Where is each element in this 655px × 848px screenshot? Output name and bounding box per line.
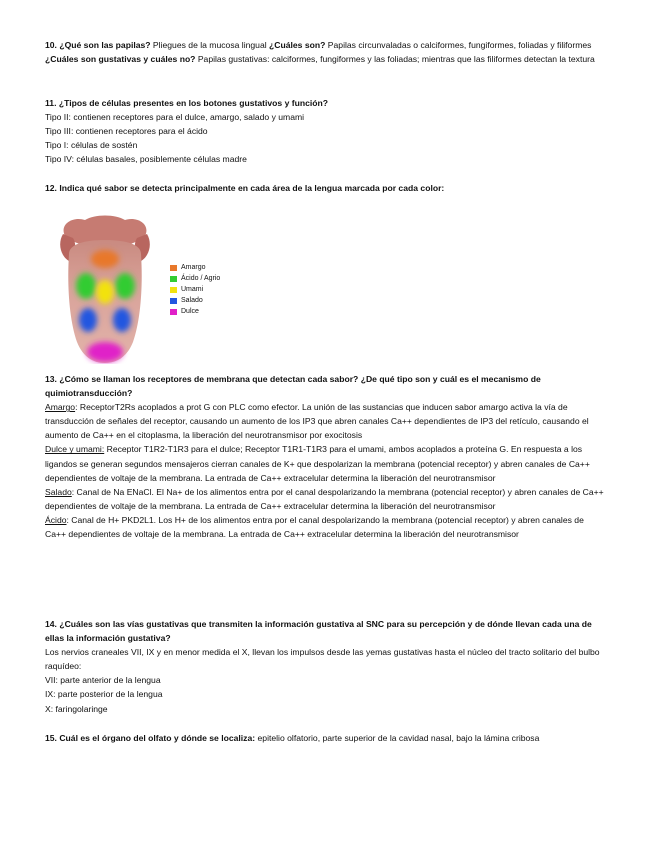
q13-dulce-paragraph <box>45 442 605 484</box>
taste-zone-umami-spot <box>96 280 114 304</box>
q13-acido-text: : Canal de H+ PKD2L1. Los H+ de los alimentos entra por el canal despolarizando la membrana (potencial receptor) y abren canales de Ca++ dependientes de voltaje de la membrana. La entrada de Ca++ extracelular determina la liberación del neurotransmisor <box>45 514 584 540</box>
legend-swatch-dulce <box>170 309 177 315</box>
legend-item-acido <box>170 273 220 284</box>
question-11 <box>45 96 605 166</box>
legend-label: Ácido / Agrio <box>181 275 221 282</box>
q15-answer: epitelio olfatorio, parte superior de la cavidad nasal, bajo la lámina cribosa <box>255 733 540 743</box>
question-13-title: 13. ¿Cómo se llaman los receptores de membrana que detectan cada sabor? ¿De qué tipo son y cuál es el mecanismo de quimiotransducción? <box>45 374 541 399</box>
q10-question-1: 10. ¿Qué son las papilas? <box>45 40 151 50</box>
legend-swatch-amargo <box>170 265 177 271</box>
legend-swatch-umami <box>170 287 177 293</box>
question-12 <box>45 181 605 195</box>
legend-swatch-salado <box>170 298 177 304</box>
taste-zone-umami <box>96 280 114 304</box>
question-13 <box>45 372 605 541</box>
q13-salado-label: Salado <box>45 486 72 497</box>
legend-label: Salado <box>181 297 203 304</box>
question-10-text <box>45 38 605 66</box>
legend-item-salado <box>170 295 220 306</box>
taste-zone-amargo <box>91 250 119 268</box>
question-14-title: 14. ¿Cuáles son las vías gustativas que transmiten la información gustativa al SNC para su percepción y de dónde llevan cada una de ellas la información gustativa? <box>45 619 592 644</box>
q13-acido-paragraph <box>45 513 605 541</box>
q11-line: Tipo III: contienen receptores para el ácido <box>45 126 208 137</box>
q13-amargo-text: : ReceptorT2Rs acoplados a prot G con PLC como efector. La unión de las sustancias que inducen sabor amargo activa la vía de transducción de señales del receptor, causando un aumento de los IP3 que abren canales Ca++ dependientes de IP3 del retículo, causando el aumento de Ca++ en el citoplasma, la liberación del neurotransmisor por exocitosis <box>45 402 589 441</box>
legend-label: Amargo <box>181 264 206 271</box>
taste-zone-salado-right <box>113 308 131 332</box>
q11-line: Tipo IV: células basales, posiblemente células madre <box>45 154 247 165</box>
question-15-text <box>45 731 605 745</box>
taste-zone-dulce-spot <box>87 342 123 362</box>
tongue-taste-map-figure <box>55 214 155 364</box>
q10-answer-1: Pliegues de la mucosa lingual <box>150 40 270 50</box>
question-15 <box>45 731 605 745</box>
q11-line: Tipo I: células de sostén <box>45 140 138 151</box>
q13-amargo-paragraph <box>45 400 605 442</box>
q11-line: Tipo II: contienen receptores para el dulce, amargo, salado y umami <box>45 112 305 123</box>
question-10 <box>45 38 605 66</box>
taste-zone-acido-right <box>115 273 135 299</box>
taste-zone-acido-left <box>76 273 96 299</box>
q10-answer-3: Papilas gustativas: calciformes, fungiformes y las foliadas; mientras que las filiformes detectan la textura <box>195 54 595 65</box>
q13-amargo-label: Amargo <box>45 402 76 413</box>
question-11-title: 11. ¿Tipos de células presentes en los botones gustativos y función? <box>45 98 329 108</box>
q13-acido-label: Ácido <box>45 514 67 525</box>
legend-item-dulce <box>170 306 220 317</box>
taste-zone-salado-left <box>79 308 97 332</box>
legend-item-amargo <box>170 262 220 273</box>
legend-label: Umami <box>181 286 204 293</box>
q14-item: X: faringolaringe <box>45 703 108 714</box>
question-15-title: 15. Cuál es el órgano del olfato y dónde se localiza: <box>45 733 256 743</box>
q13-salado-text: : Canal de Na ENaCl. El Na+ de los alimentos entra por el canal despolarizando la membrana (potencial receptor) y abren canales de Ca++ dependientes de voltaje de la membrana. La entrada de Ca++ extracelular determina la liberación del neurotransmisor <box>45 486 604 511</box>
legend-swatch-acido <box>170 276 177 282</box>
q13-dulce-text: Receptor T1R2-T1R3 para el dulce; Receptor T1R1-T1R3 para el umami, ambos acoplados a proteína G. En respuesta a los ligandos se generan segundos mensajeros cierran canales de K+ que despolarizan la membrana (potencial receptor) y abren canales de Ca++ dependientes de voltaje de la membrana. La entrada de Ca++ extracelular determina la liberación del neurotransmisor <box>45 444 590 483</box>
question-14 <box>45 617 605 716</box>
legend-item-umami <box>170 284 220 295</box>
q14-item: VII: parte anterior de la lengua <box>45 675 161 686</box>
tongue-legend <box>170 262 220 317</box>
q10-question-3: ¿Cuáles son gustativas y cuáles no? <box>45 54 196 65</box>
taste-zone-amargo-spot <box>91 250 119 268</box>
q10-question-2: ¿Cuáles son? <box>269 40 326 50</box>
q10-answer-2: Papilas circunvaladas o calciformes, fungiformes, foliadas y filiformes <box>325 40 592 50</box>
taste-zone-dulce <box>87 342 123 362</box>
legend-label: Dulce <box>181 308 199 315</box>
question-12-title: 12. Indica qué sabor se detecta principalmente en cada área de la lengua marcada por cada color: <box>45 183 445 193</box>
q14-intro: Los nervios craneales VII, IX y en menor medida el X, llevan los impulsos desde las yemas gustativas hasta el núcleo del tracto solitario del bulbo raquídeo: <box>45 647 600 672</box>
q13-salado-paragraph <box>45 485 605 513</box>
q13-dulce-label: Dulce y umami: <box>45 444 105 455</box>
q14-item: IX: parte posterior de la lengua <box>45 689 163 700</box>
